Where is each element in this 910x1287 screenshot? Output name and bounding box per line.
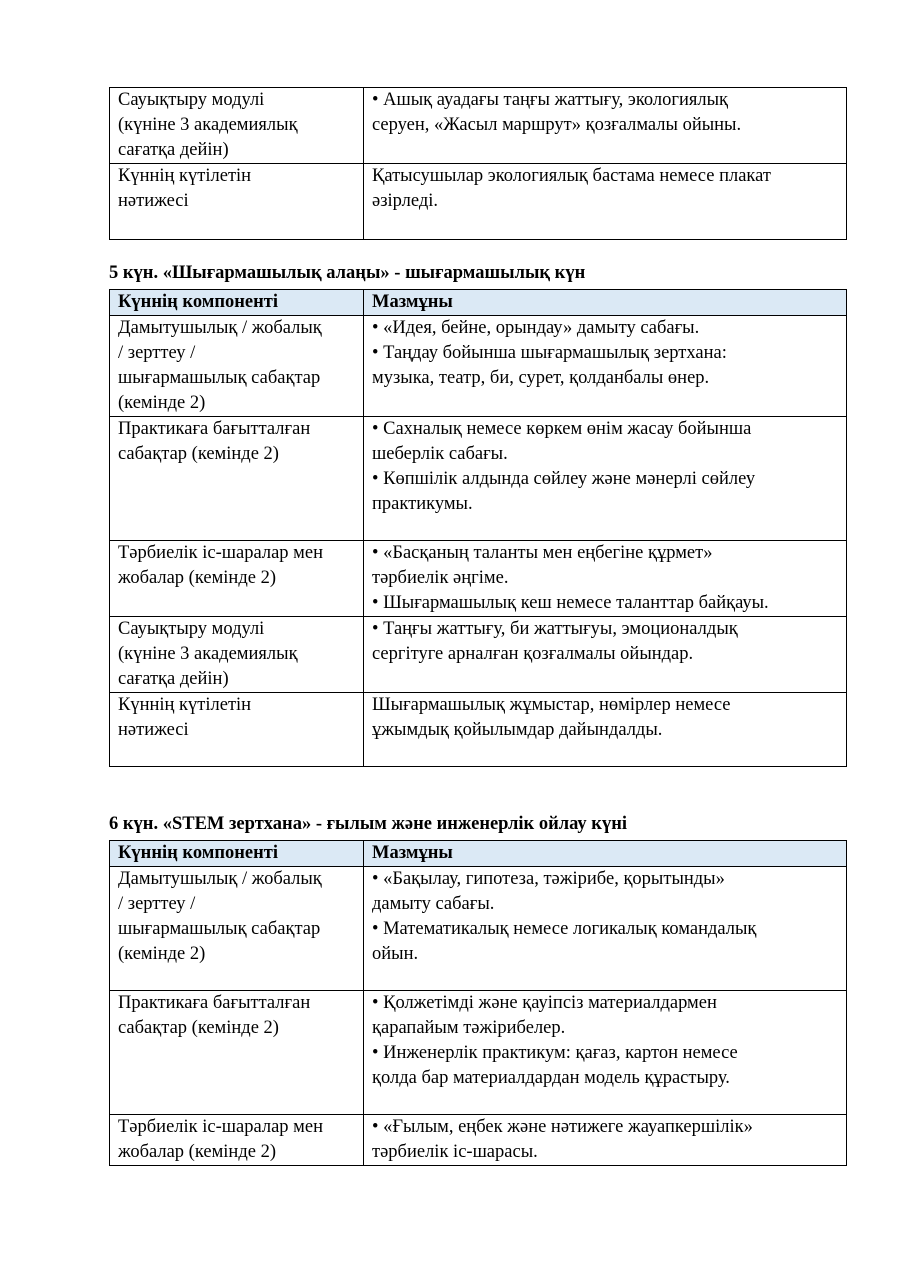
text-line: • Таңдау бойынша шығармашылық зертхана: (372, 343, 727, 363)
text-line: сабақтар (кемінде 2) (118, 444, 279, 464)
text-line: әзірледі. (372, 191, 439, 211)
text-line: шығармашылық сабақтар (118, 368, 321, 388)
table-row (110, 316, 847, 417)
text-line: • Математикалық немесе логикалық командалық (372, 919, 757, 939)
text-line: • Инженерлік практикум: қағаз, картон немесе (372, 1043, 738, 1063)
text-line: Дамытушылық / жобалық (118, 318, 322, 338)
row-label (110, 541, 364, 617)
text-line: Сауықтыру модулі (118, 90, 265, 110)
column-header-component: Күннің компоненті (110, 290, 364, 316)
text-line: • Көпшілік алдында сөйлеу және мәнерлі сөйлеу (372, 469, 756, 489)
column-header-content: Мазмұны (364, 841, 847, 867)
text-line: (күніне 3 академиялық (118, 644, 298, 664)
table-day6 (109, 840, 847, 1166)
text-line: Тәрбиелік іс-шаралар мен (118, 543, 323, 563)
row-label (110, 693, 364, 767)
text-line: (кемінде 2) (118, 944, 206, 964)
text-line: (күніне 3 академиялық (118, 115, 298, 135)
row-label (110, 88, 364, 164)
text-line: ұжымдық қойылымдар дайындалды. (372, 720, 663, 740)
table-row (110, 88, 847, 164)
row-content (364, 617, 847, 693)
section-heading-day5: 5 күн. «Шығармашылық алаңы» - шығармашылық күн (109, 263, 586, 283)
row-label (110, 316, 364, 417)
text-line: қарапайым тәжірибелер. (372, 1018, 566, 1038)
text-line: қолда бар материалдардан модель құрастыру. (372, 1068, 730, 1088)
text-line: сергітуге арналған қозғалмалы ойындар. (372, 644, 694, 664)
row-content (364, 867, 847, 991)
text-line: сағатқа дейін) (118, 669, 229, 689)
text-line: (кемінде 2) (118, 393, 206, 413)
text-line: / зерттеу / (118, 343, 196, 363)
row-label (110, 991, 364, 1115)
text-line: • Ашық ауадағы таңғы жаттығу, экологиялық (372, 90, 729, 110)
row-content (364, 316, 847, 417)
row-label (110, 1115, 364, 1166)
table-header-row (110, 841, 847, 867)
row-label (110, 867, 364, 991)
table-row (110, 1115, 847, 1166)
text-line: серуен, «Жасыл маршрут» қозғалмалы ойыны. (372, 115, 742, 135)
table-row (110, 991, 847, 1115)
row-content (364, 991, 847, 1115)
table-day4-continued (109, 87, 847, 240)
text-line: сабақтар (кемінде 2) (118, 1018, 279, 1038)
text-line: Күннің күтілетін (118, 695, 252, 715)
table-row (110, 617, 847, 693)
row-content (364, 164, 847, 240)
text-line: музыка, театр, би, сурет, қолданбалы өнер. (372, 368, 710, 388)
text-line: Практикаға бағытталған (118, 419, 311, 439)
row-content (364, 541, 847, 617)
text-line: жобалар (кемінде 2) (118, 568, 276, 588)
text-line: • «Ғылым, еңбек және нәтижеге жауапкершілік» (372, 1117, 753, 1137)
text-line: тәрбиелік іс-шарасы. (372, 1142, 538, 1162)
text-line: шығармашылық сабақтар (118, 919, 321, 939)
text-line: • Таңғы жаттығу, би жаттығуы, эмоционалдық (372, 619, 738, 639)
text-line: Дамытушылық / жобалық (118, 869, 322, 889)
text-line: Күннің күтілетін (118, 166, 252, 186)
table-header-row (110, 290, 847, 316)
row-content (364, 693, 847, 767)
text-line: дамыту сабағы. (372, 894, 495, 914)
text-line: Тәрбиелік іс-шаралар мен (118, 1117, 323, 1137)
section-heading-day6: 6 күн. «STEM зертхана» - ғылым және инженерлік ойлау күні (109, 814, 627, 834)
text-line: Практикаға бағытталған (118, 993, 311, 1013)
row-content (364, 88, 847, 164)
text-line: жобалар (кемінде 2) (118, 1142, 276, 1162)
text-line: • «Бақылау, гипотеза, тәжірибе, қорытынды» (372, 869, 725, 889)
row-label (110, 617, 364, 693)
table-row (110, 417, 847, 541)
text-line: • «Басқаның таланты мен еңбегіне құрмет» (372, 543, 713, 563)
text-line: • Қолжетімді және қауіпсіз материалдармен (372, 993, 717, 1013)
table-row (110, 867, 847, 991)
text-line: / зерттеу / (118, 894, 196, 914)
text-line: шеберлік сабағы. (372, 444, 508, 464)
text-line: Сауықтыру модулі (118, 619, 265, 639)
row-label (110, 417, 364, 541)
text-line: нәтижесі (118, 191, 189, 211)
table-row (110, 693, 847, 767)
table-day5 (109, 289, 847, 767)
text-line: • Шығармашылық кеш немесе таланттар байқауы. (372, 593, 769, 613)
row-content (364, 417, 847, 541)
text-line: нәтижесі (118, 720, 189, 740)
text-line: • Сахналық немесе көркем өнім жасау бойынша (372, 419, 752, 439)
table-row (110, 164, 847, 240)
text-line: тәрбиелік әңгіме. (372, 568, 509, 588)
text-line: практикумы. (372, 494, 473, 514)
column-header-content: Мазмұны (364, 290, 847, 316)
column-header-component: Күннің компоненті (110, 841, 364, 867)
text-line: • «Идея, бейне, орындау» дамыту сабағы. (372, 318, 700, 338)
text-line: сағатқа дейін) (118, 140, 229, 160)
text-line: Шығармашылық жұмыстар, нөмірлер немесе (372, 695, 731, 715)
row-label (110, 164, 364, 240)
text-line: Қатысушылар экологиялық бастама немесе плакат (372, 166, 771, 186)
table-row (110, 541, 847, 617)
text-line: ойын. (372, 944, 419, 964)
row-content (364, 1115, 847, 1166)
